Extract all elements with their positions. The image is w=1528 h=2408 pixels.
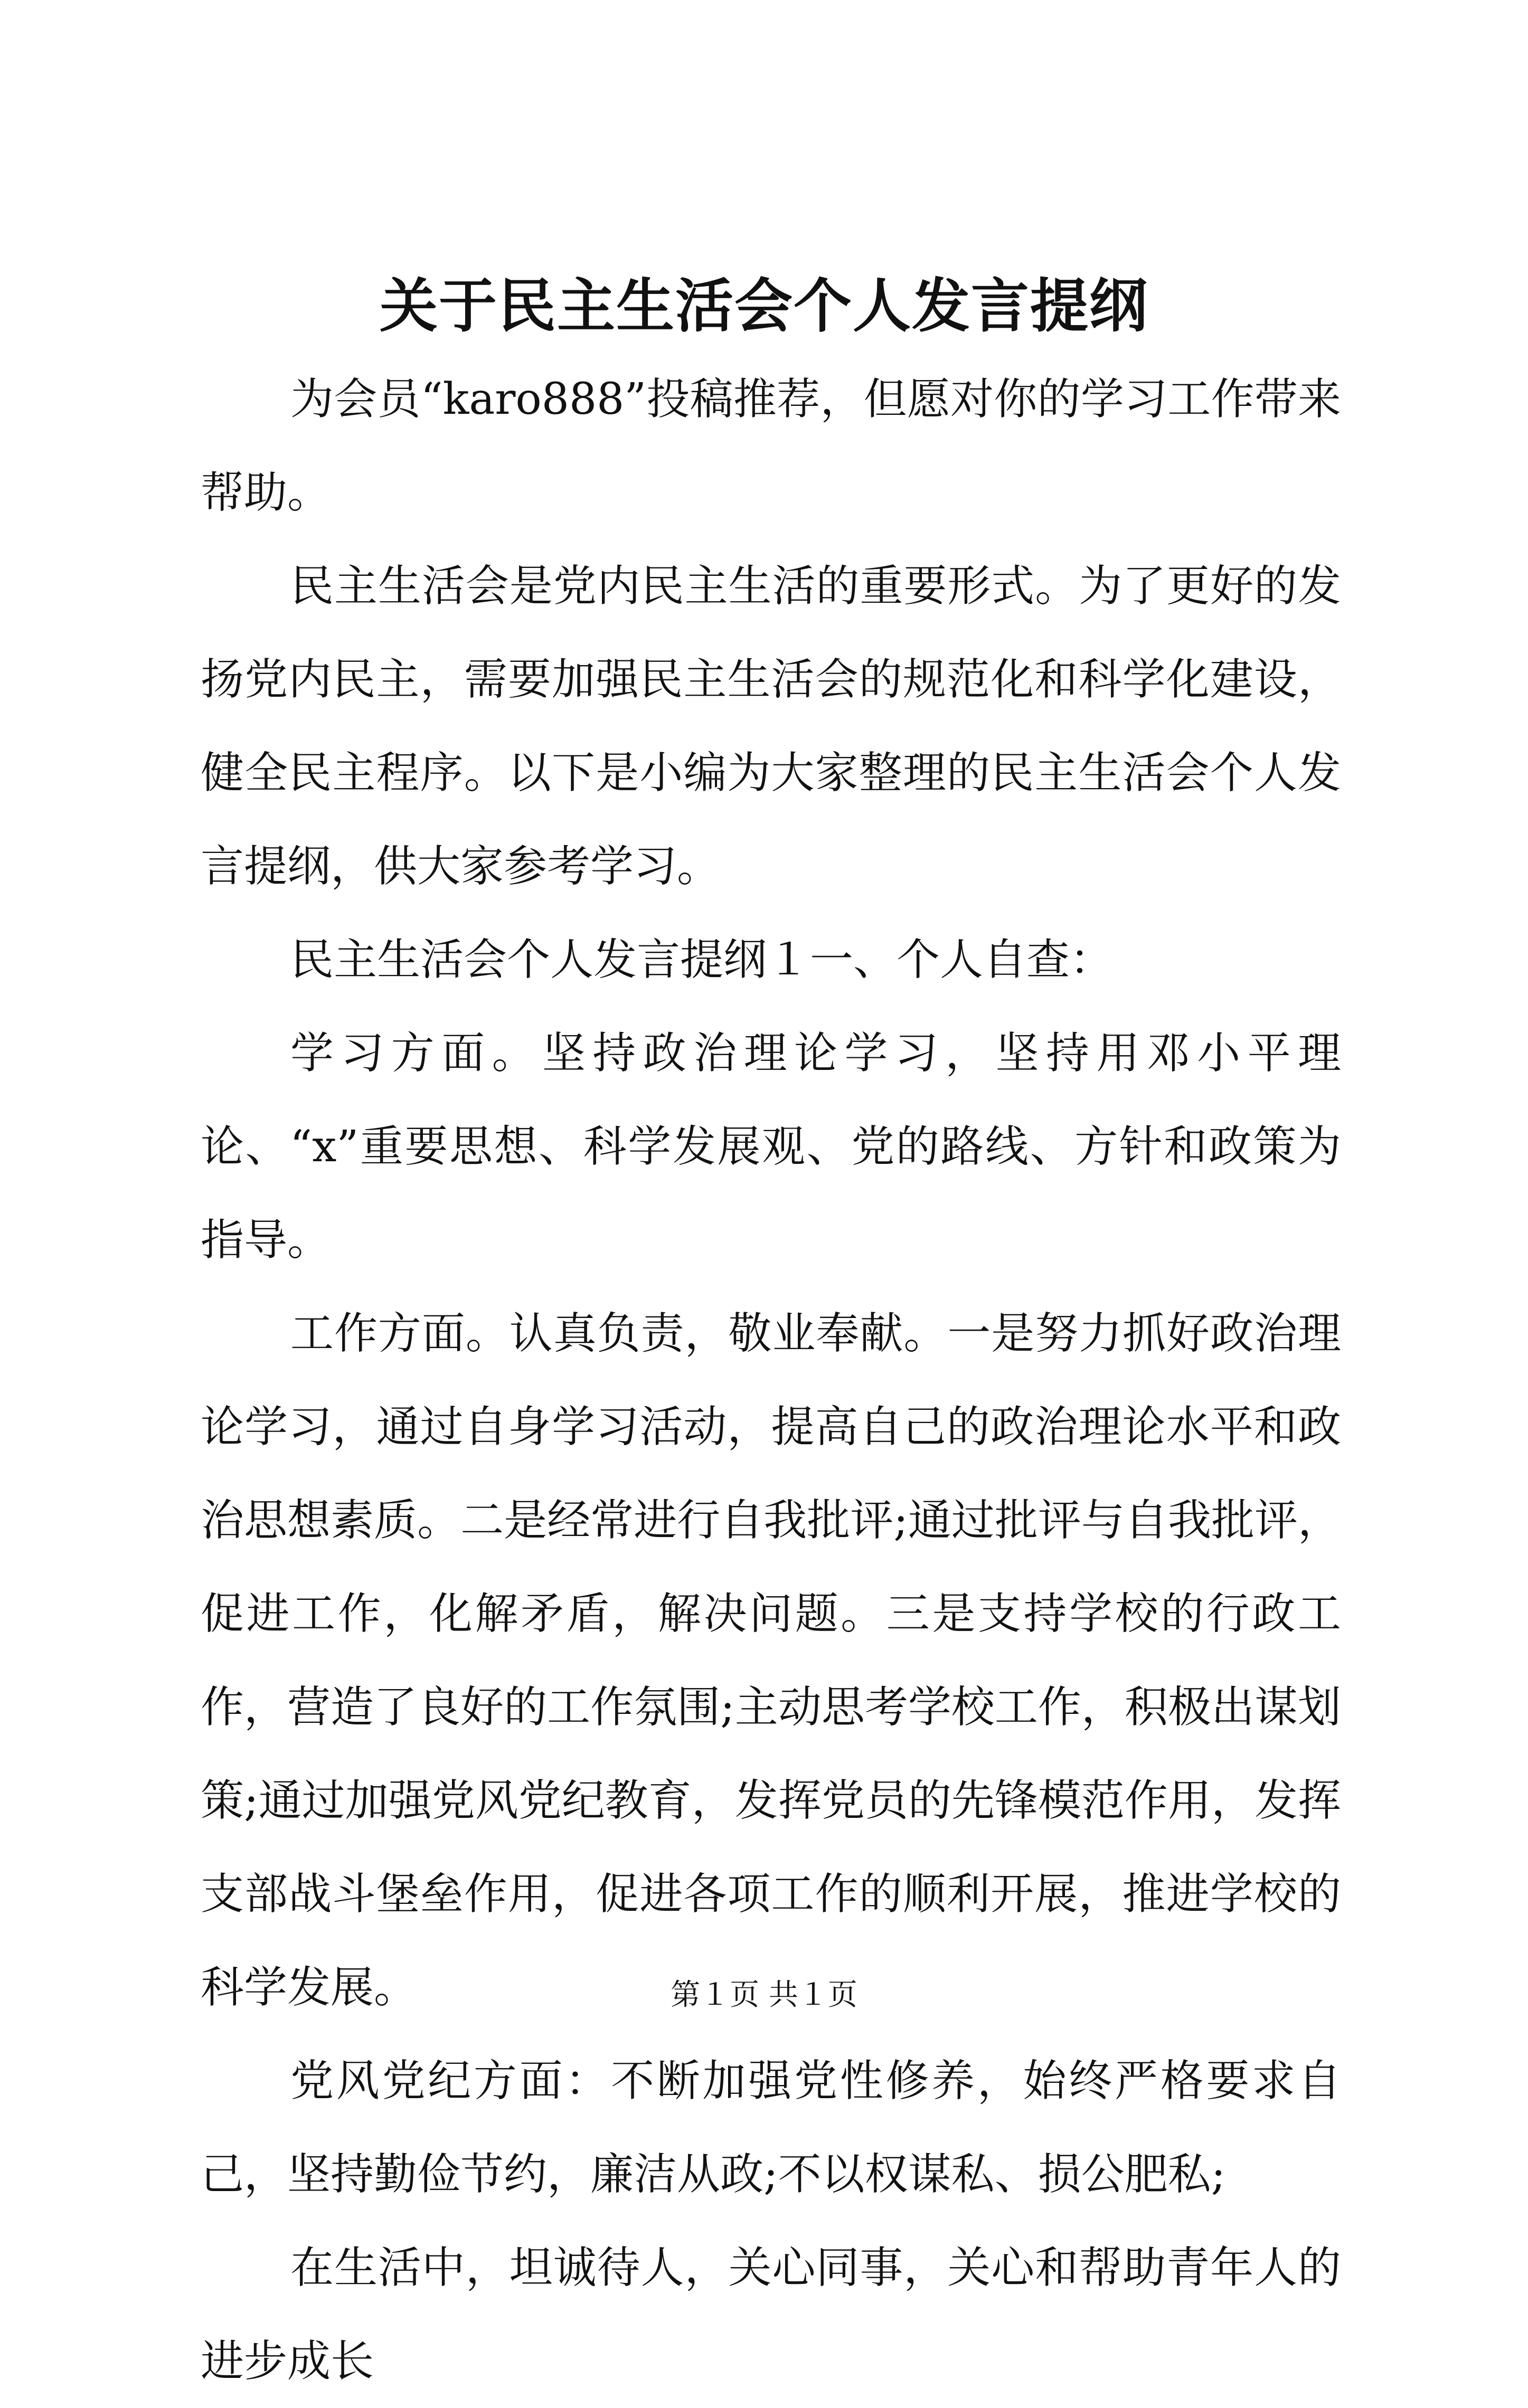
paragraph-study: 学习方面。坚持政治理论学习，坚持用邓小平理论、“x”重要思想、科学发展观、党的路线、方针和政策为指导。 — [201, 1028, 1341, 1265]
paragraph-party-discipline: 党风党纪方面：不断加强党性修养，始终严格要求自己，坚持勤俭节约，廉洁从政;不以权谋私、损公肥私; — [201, 2056, 1341, 2200]
document-body — [201, 353, 1341, 2408]
document-title: 关于民主生活会个人发言提纲 — [380, 272, 1148, 340]
page-number-footer: 第１页 共１页 — [671, 1978, 857, 2012]
paragraph-work: 工作方面。认真负责，敬业奉献。一是努力抓好政治理论学习，通过自身学习活动，提高自己的政治理论水平和政治思想素质。二是经常进行自我批评;通过批评与自我批评，促进工作，化解矛盾，解决问题。三是支持学校的行政工作，营造了良好的工作氛围;主动思考学校工作，积极出谋划策;通过加强党风党纪教育，发挥党员的先锋模范作用，发挥支部战斗堡垒作用，促进各项工作的顺利开展，推进学校的科学发展。 — [201, 1309, 1341, 2013]
paragraph-outline-heading: 民主生活会个人发言提纲１一、个人自查： — [290, 935, 1114, 985]
paragraph-life: 在生活中，坦诚待人，关心同事，关心和帮助青年人的进步成长 — [201, 2243, 1341, 2386]
paragraph-contributor-note: 为会员“karo888”投稿推荐，但愿对你的学习工作带来帮助。 — [201, 374, 1341, 518]
paragraph-introduction: 民主生活会是党内民主生活的重要形式。为了更好的发扬党内民主，需要加强民主生活会的规范化和科学化建设，健全民主程序。以下是小编为大家整理的民主生活会个人发言提纲，供大家参考学习。 — [201, 561, 1341, 892]
